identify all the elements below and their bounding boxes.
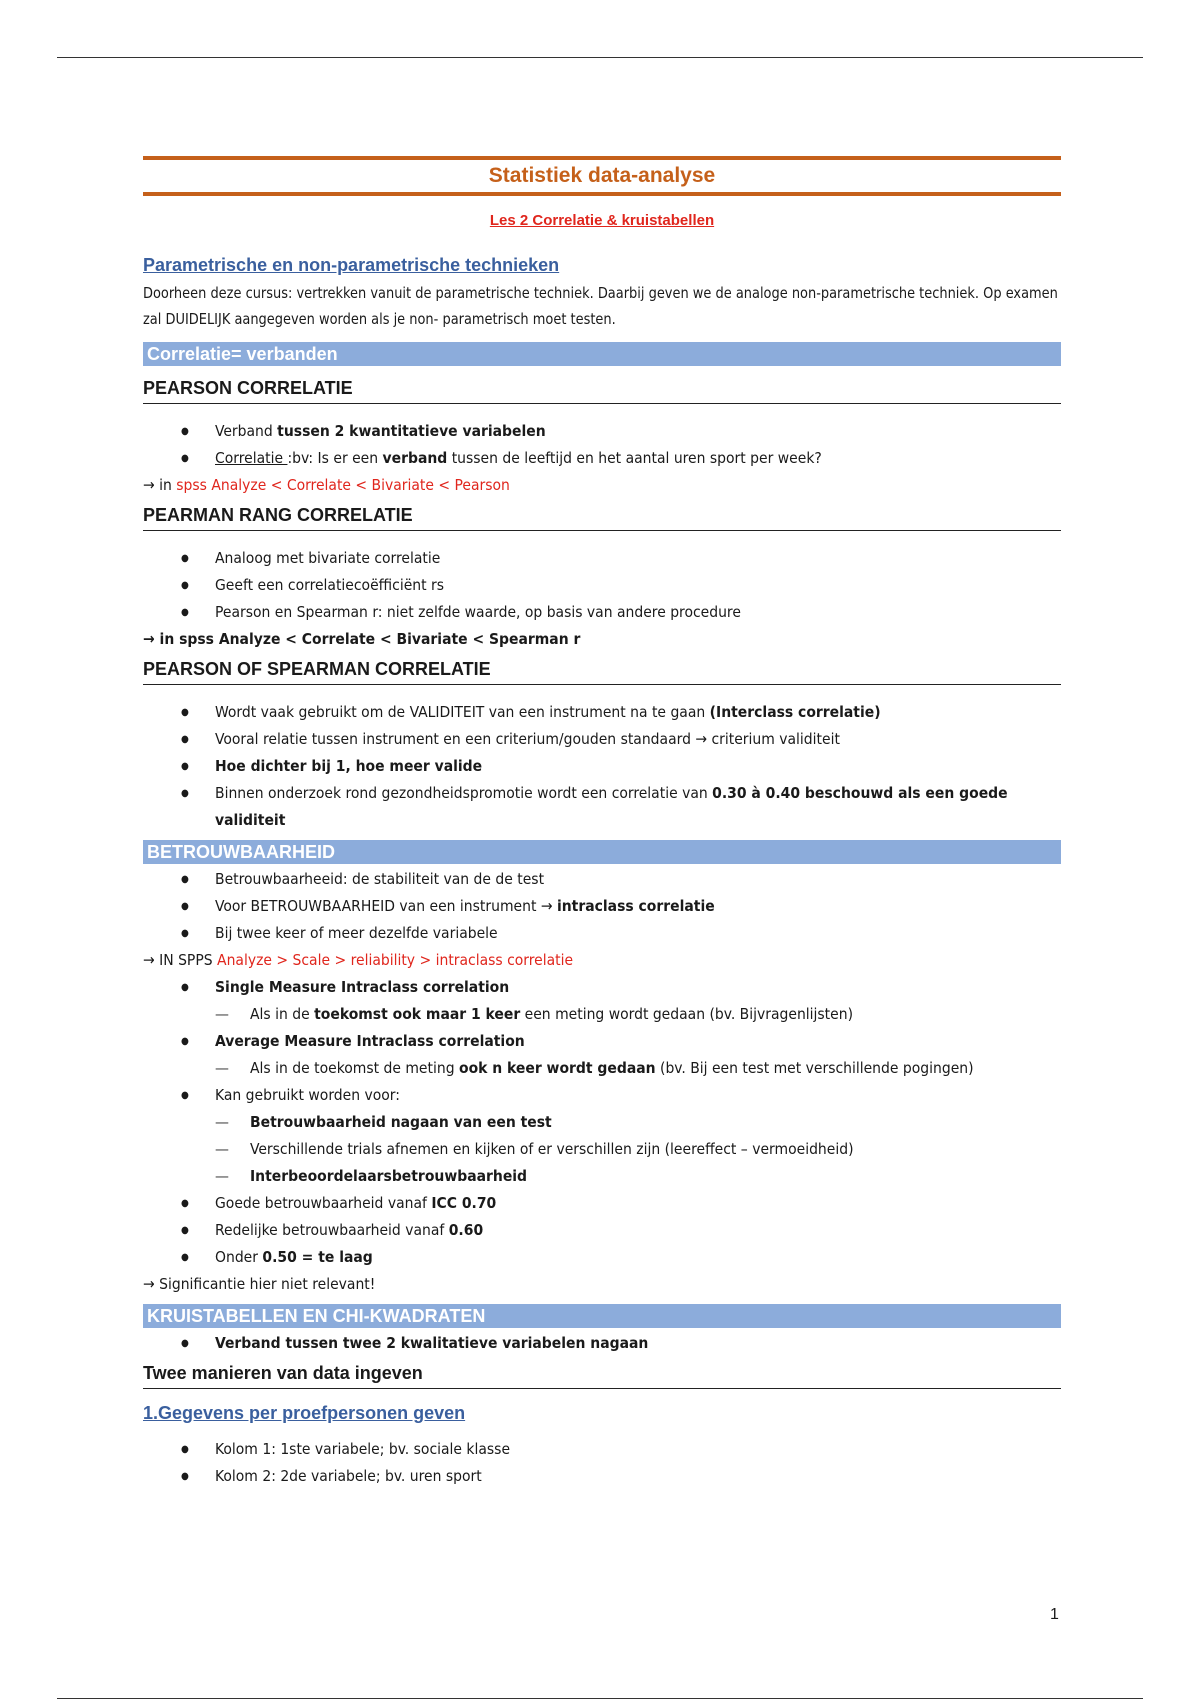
list-item: ● Bij twee keer of meer dezelfde variabele: [143, 920, 1061, 947]
list-item: ● Geeft een correlatiecoëfficiënt rs: [143, 572, 1061, 599]
spearman-spss-path: → in spss Analyze < Correlate < Bivariate < Spearman r: [143, 630, 581, 648]
gegevens-heading: 1.Gegevens per proefpersonen geven: [143, 1403, 466, 1423]
list-item: ● Kan gebruikt worden voor:: [143, 1082, 1061, 1109]
list-item: ● Verband tussen 2 kwantitatieve variabelen: [143, 418, 1061, 445]
list-item: ● Binnen onderzoek rond gezondheidspromotie wordt een correlatie van 0.30 à 0.40 beschouwd als een goede validiteit: [143, 780, 1061, 834]
list-item: ● Single Measure Intraclass correlation: [143, 974, 1061, 1001]
usage-list: [143, 1082, 1061, 1109]
pearson-spss-path: → in spss Analyze < Correlate < Bivariate < Pearson: [143, 476, 510, 494]
pearson-or-spearman-heading: PEARSON OF SPEARMAN CORRELATIE: [143, 659, 1061, 685]
intro-paragraph: Doorheen deze cursus: vertrekken vanuit de parametrische techniek. Daarbij geven we de analoge non-parametrische techniek. Op examen zal DUIDELIJK aangegeven worden als je non- parametrisch moet testen.: [143, 284, 1058, 328]
validity-list: [143, 699, 1061, 834]
threshold-list: [143, 1190, 1061, 1271]
top-rule: [57, 57, 1143, 58]
icc-sublist: [143, 1055, 1061, 1082]
list-item: ● Wordt vaak gebruikt om de VALIDITEIT van een instrument na te gaan (Interclass correlatie): [143, 699, 1061, 726]
pearson-list: [143, 418, 1061, 472]
list-item: — Betrouwbaarheid nagaan van een test: [143, 1109, 1061, 1136]
list-item: ● Average Measure Intraclass correlation: [143, 1028, 1061, 1055]
spearman-list: [143, 545, 1061, 626]
list-item: ● Pearson en Spearman r: niet zelfde waarde, op basis van andere procedure: [143, 599, 1061, 626]
list-item: ● Goede betrouwbaarheid vanaf ICC 0.70: [143, 1190, 1061, 1217]
title-bar: [143, 156, 1061, 196]
document-page: [143, 156, 1061, 1490]
list-item: — Als in de toekomst ook maar 1 keer een meting wordt gedaan (bv. Bijvragenlijsten): [143, 1001, 1061, 1028]
intro-heading: Parametrische en non-parametrische technieken: [143, 255, 560, 275]
page-number: 1: [1050, 1606, 1059, 1623]
list-item: ● Kolom 2: 2de variabele; bv. uren sport: [143, 1463, 1061, 1490]
bottom-rule: [57, 1698, 1143, 1699]
kolom-list: [143, 1436, 1061, 1490]
list-item: — Interbeoordelaarsbetrouwbaarheid: [143, 1163, 1061, 1190]
icc-list: [143, 974, 1061, 1001]
document-subtitle: Les 2 Correlatie & kruistabellen: [489, 212, 715, 229]
list-item: ● Voor BETROUWBAARHEID van een instrument → intraclass correlatie: [143, 893, 1061, 920]
significance-note: → Significantie hier niet relevant!: [143, 1275, 376, 1293]
list-item: ● Redelijke betrouwbaarheid vanaf 0.60: [143, 1217, 1061, 1244]
list-item: ● Betrouwbaarheeid: de stabiliteit van de de test: [143, 866, 1061, 893]
list-item: — Verschillende trials afnemen en kijken of er verschillen zijn (leereffect – vermoeidheid): [143, 1136, 1061, 1163]
section-band-correlatie: Correlatie= verbanden: [143, 342, 1061, 366]
betrouwbaarheid-list: [143, 866, 1061, 947]
icc-sublist: [143, 1001, 1061, 1028]
betrouwbaarheid-spss-path: → IN SPPS Analyze > Scale > reliability > intraclass correlatie: [143, 951, 574, 969]
section-band-kruistabellen: KRUISTABELLEN EN CHI-KWADRATEN: [143, 1304, 1061, 1328]
document-title: Statistiek data-analyse: [488, 164, 716, 187]
list-item: ● Onder 0.50 = te laag: [143, 1244, 1061, 1271]
list-item: — Als in de toekomst de meting ook n keer wordt gedaan (bv. Bij een test met verschillende pogingen): [143, 1055, 1061, 1082]
usage-sublist: [143, 1109, 1061, 1190]
kruistabellen-list: [143, 1330, 1061, 1357]
list-item: ● Hoe dichter bij 1, hoe meer valide: [143, 753, 1061, 780]
manieren-heading: Twee manieren van data ingeven: [143, 1363, 1061, 1389]
icc-list: [143, 1028, 1061, 1055]
list-item: ● Kolom 1: 1ste variabele; bv. sociale klasse: [143, 1436, 1061, 1463]
list-item: ● Correlatie :bv: Is er een verband tussen de leeftijd en het aantal uren sport per week?: [143, 445, 1061, 472]
list-item: ● Verband tussen twee 2 kwalitatieve variabelen nagaan: [143, 1330, 1061, 1357]
list-item: ● Analoog met bivariate correlatie: [143, 545, 1061, 572]
list-item: ● Vooral relatie tussen instrument en een criterium/gouden standaard → criterium validiteit: [143, 726, 1061, 753]
pearson-heading: PEARSON CORRELATIE: [143, 378, 1061, 404]
spearman-heading: PEARMAN RANG CORRELATIE: [143, 505, 1061, 531]
section-band-betrouwbaarheid: BETROUWBAARHEID: [143, 840, 1061, 864]
